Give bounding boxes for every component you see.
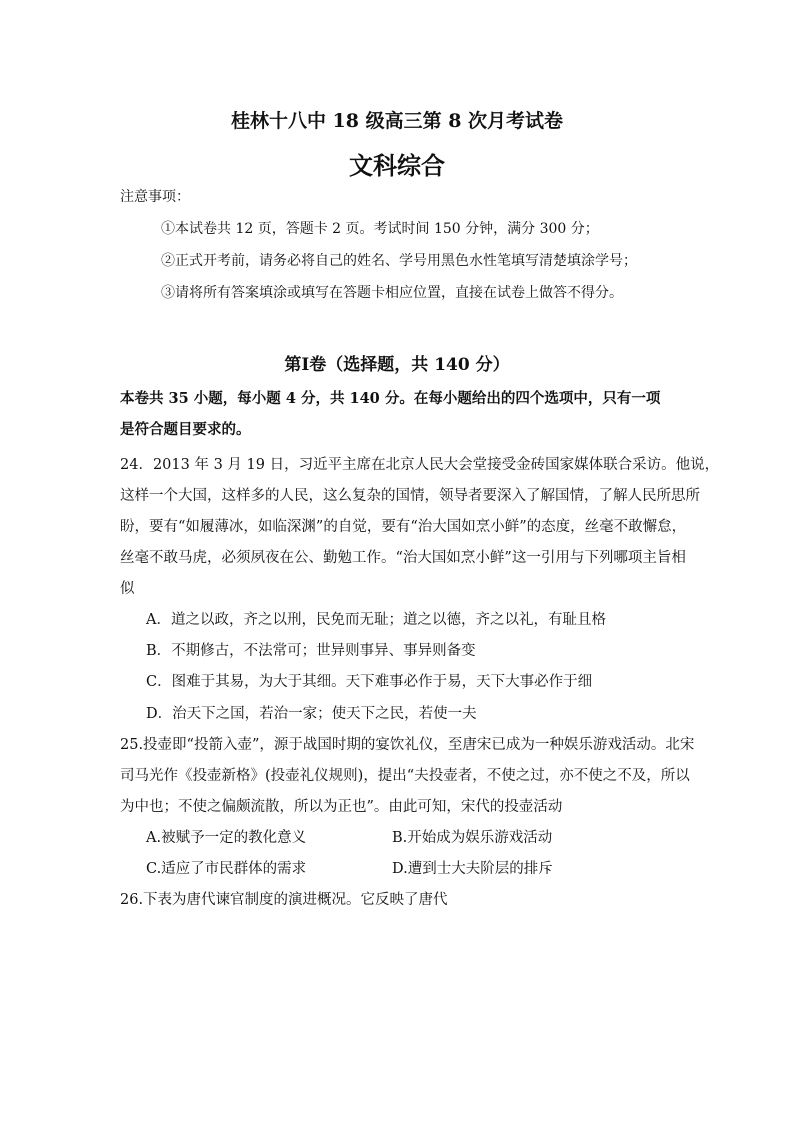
exam-title: 桂林十八中 18 级高三第 8 次月考试卷 — [230, 110, 564, 132]
notes-heading: 注意事项： — [120, 189, 190, 205]
question-text: 这样一个大国，这样多的人民，这么复杂的国情，领导者要深入了解国情，了解人民所思所 — [120, 488, 700, 504]
subject-title: 文科综合 — [349, 151, 445, 180]
note-item: ③请将所有答案填涂或填写在答题卡相应位置，直接在试卷上做答不得分。 — [161, 285, 623, 301]
answer-option: D.遭到士大夫阶层的排斥 — [392, 861, 553, 877]
question-text: 司马光作《投壶新格》(投壶礼仪规则)，提出“夫投壶者，不使之过，亦不使之不及，所以 — [120, 768, 690, 784]
section-title: 第Ⅰ卷（选择题，共 140 分） — [284, 355, 510, 375]
question-text: 24．2013 年 3 月 19 日，习近平主席在北京人民大会堂接受金砖国家媒体联合采访。他说， — [120, 457, 720, 473]
answer-option: B．不期修古，不法常可；世异则事异、事异则备变 — [146, 643, 476, 659]
answer-option: B.开始成为娱乐游戏活动 — [392, 830, 553, 846]
section-instruction: 本卷共 35 小题，每小题 4 分，共 140 分。在每小题给出的四个选项中，只有一项 — [120, 390, 661, 407]
question-text: 25.投壶即“投箭入壶”，源于战国时期的宴饮礼仪，至唐宋已成为一种娱乐游戏活动。北宋 — [120, 737, 695, 753]
answer-option: A．道之以政，齐之以刑，民免而无耻；道之以德，齐之以礼，有耻且格 — [146, 612, 606, 628]
note-item: ②正式开考前，请务必将自己的姓名、学号用黑色水性笔填写清楚填涂学号； — [161, 253, 637, 269]
section-instruction: 是符合题目要求的。 — [120, 421, 251, 438]
answer-option: D．治天下之国，若治一家；使天下之民，若使一夫 — [146, 706, 477, 722]
question-text: 为中也；不使之偏颇流散，所以为正也”。由此可知，宋代的投壶活动 — [120, 799, 563, 815]
answer-option: C.适应了市民群体的需求 — [146, 861, 307, 877]
answer-option: A.被赋予一定的教化意义 — [146, 830, 307, 846]
question-text: 盼，要有“如履薄冰，如临深渊”的自觉，要有“治大国如烹小鲜”的态度，丝毫不敢懈怠， — [120, 519, 687, 535]
question-text: 26.下表为唐代谏官制度的演进概况。它反映了唐代 — [120, 892, 448, 908]
question-text: 似 — [120, 581, 135, 597]
note-item: ①本试卷共 12 页，答题卡 2 页。考试时间 150 分钟，满分 300 分； — [161, 221, 599, 237]
question-text: 丝毫不敢马虎，必须夙夜在公、勤勉工作。“治大国如烹小鲜”这一引用与下列哪项主旨相 — [120, 550, 686, 566]
answer-option: C．图难于其易，为大于其细。天下难事必作于易，天下大事必作于细 — [146, 674, 593, 690]
